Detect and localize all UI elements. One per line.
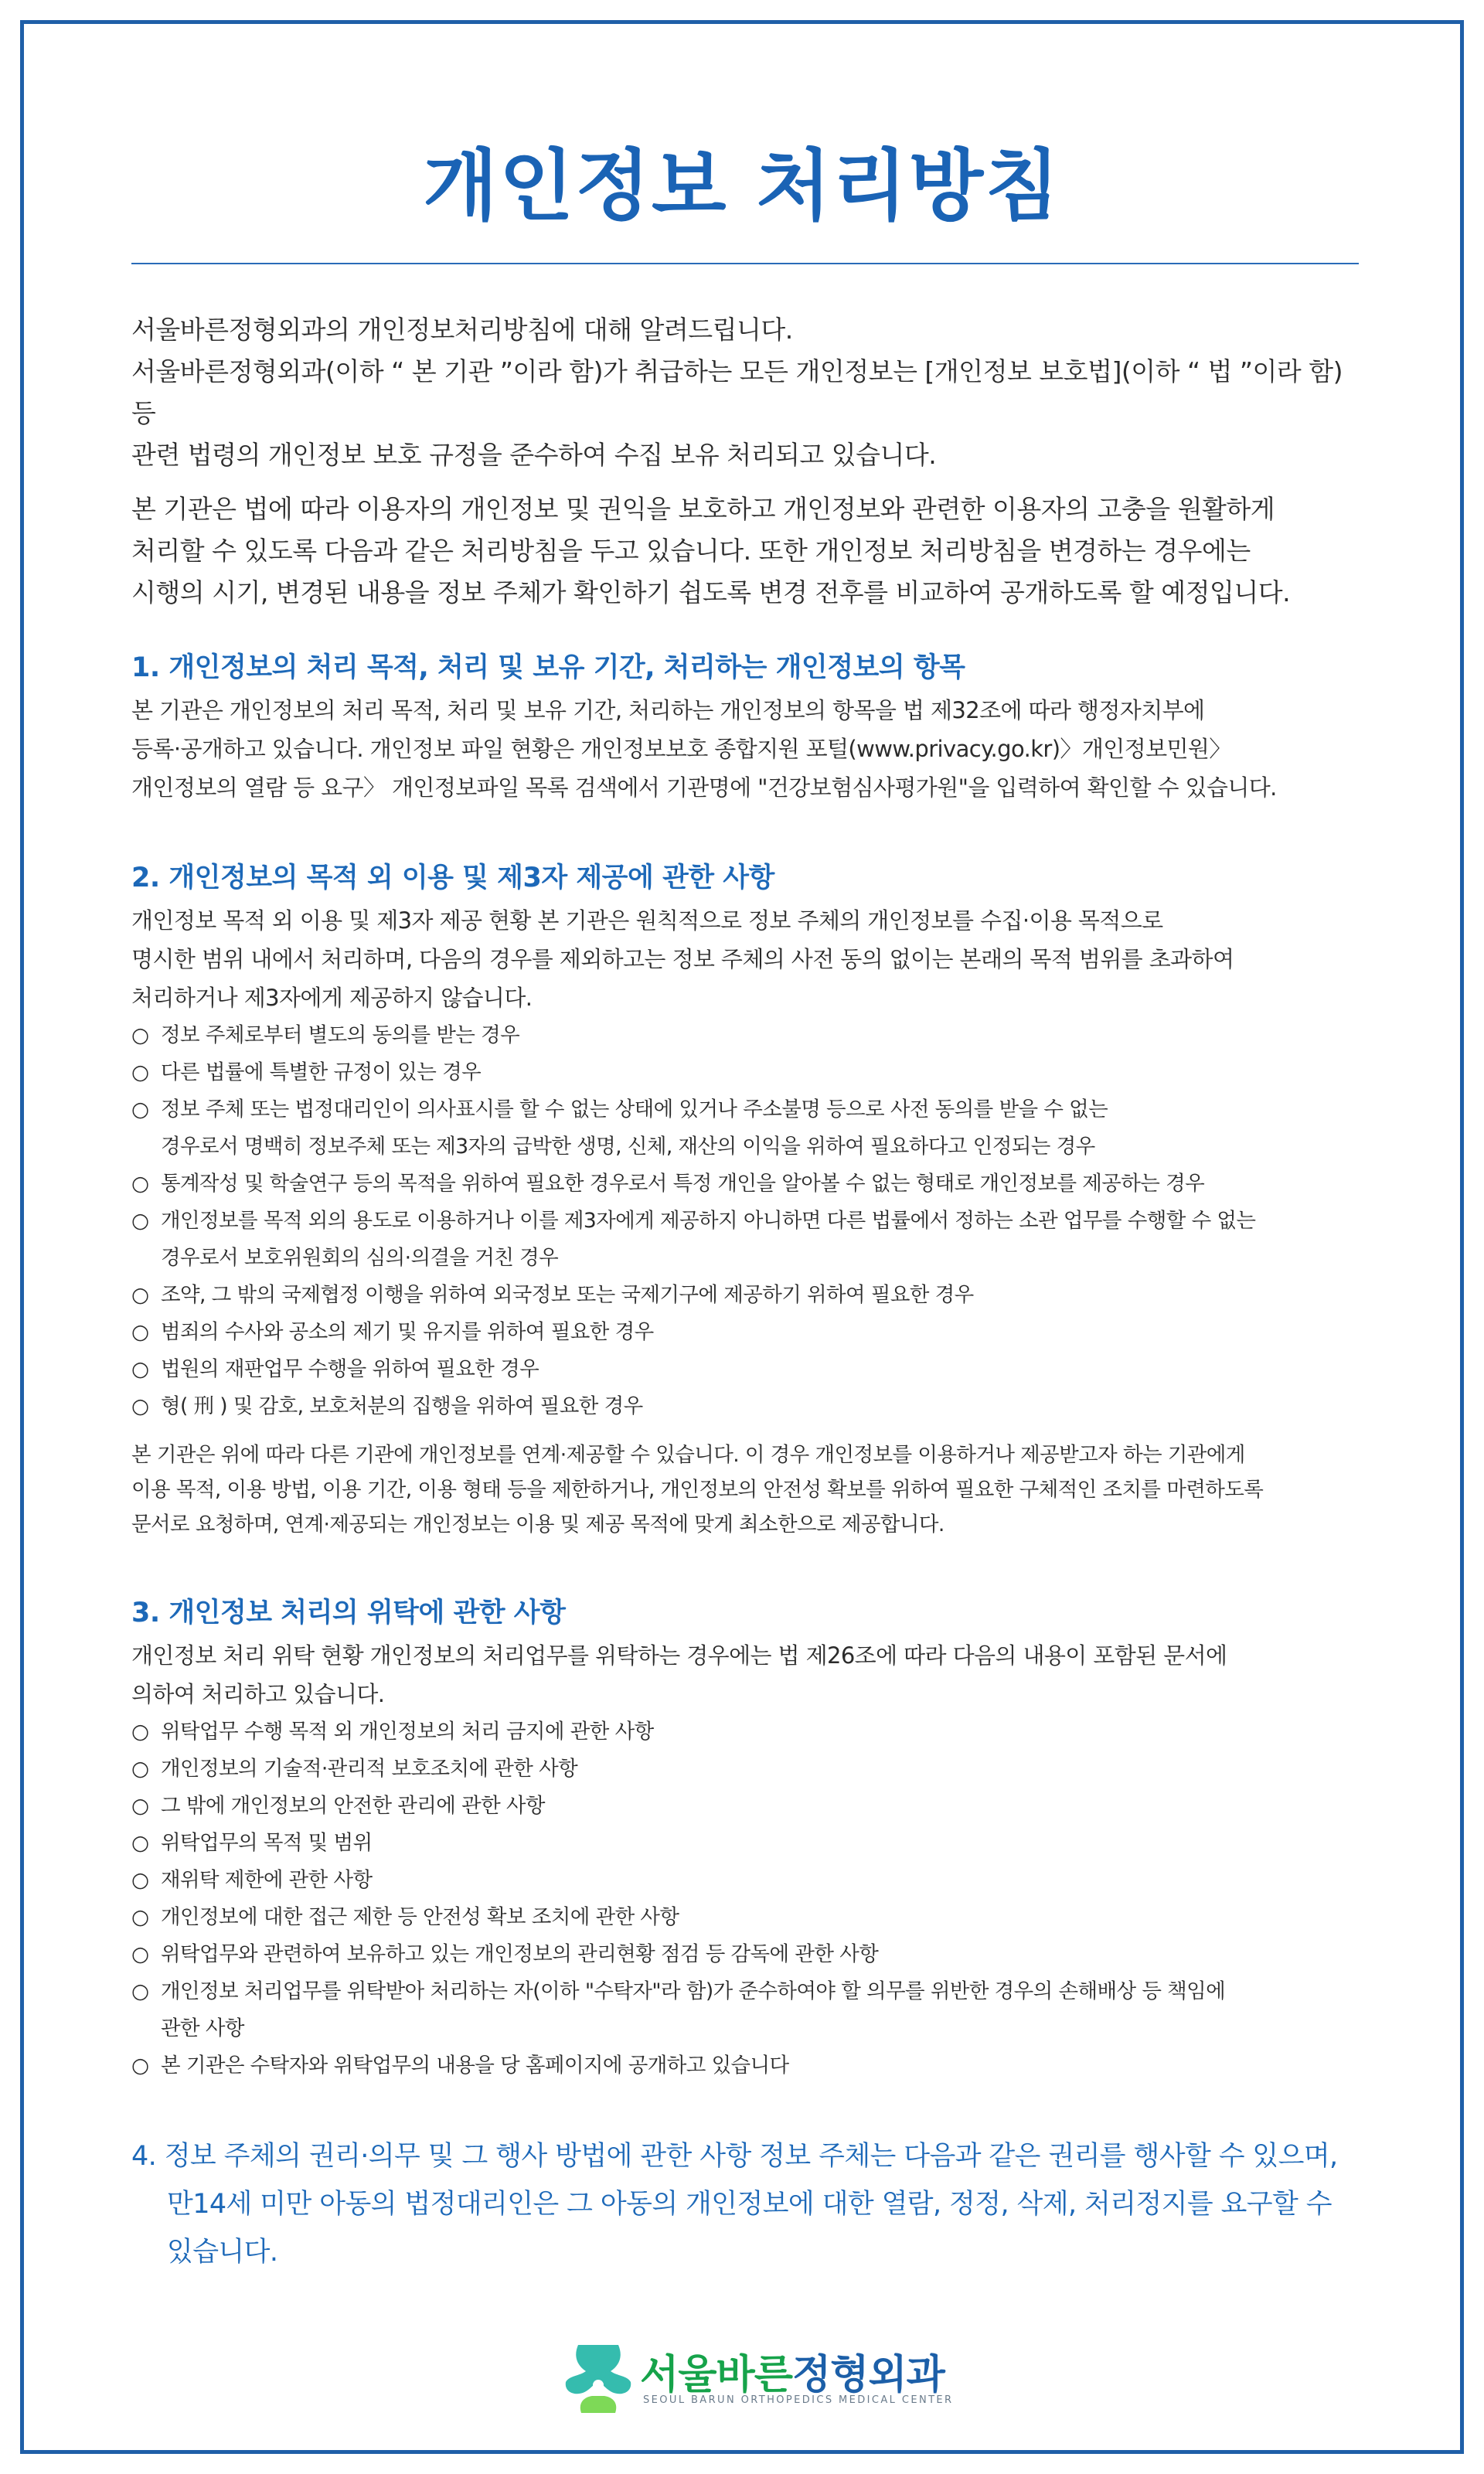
list-item bbox=[131, 1936, 1360, 1973]
list-item bbox=[131, 1351, 1360, 1388]
intro-line: 시행의 시기, 변경된 내용을 정보 주체가 확인하기 쉽도록 변경 전후를 비교하여 공개하도록 할 예정입니다. bbox=[131, 577, 1291, 607]
section-2-closing-line: 문서로 요청하며, 연계·제공되는 개인정보는 이용 및 제공 목적에 맞게 최소한으로 제공합니다. bbox=[131, 1513, 945, 1536]
section-3 bbox=[131, 1590, 1360, 2084]
list-item-text: 위탁업무와 관련하여 보유하고 있는 개인정보의 관리현황 점검 등 감독에 관한 사항 bbox=[161, 1942, 879, 1966]
section-4-text bbox=[131, 2132, 1360, 2276]
intro-line: 서울바른정형외과(이하 “ 본 기관 ”이라 함)가 취급하는 모든 개인정보는 [개인정보 보호법](이하 “ 법 ”이라 함) 등 bbox=[131, 356, 1343, 428]
list-item bbox=[131, 1203, 1360, 1277]
logo-tagline: SEOUL BARUN ORTHOPEDICS MEDICAL CENTER bbox=[643, 2394, 954, 2406]
list-item-text: 본 기관은 수탁자와 위탁업무의 내용을 당 홈페이지에 공개하고 있습니다 bbox=[161, 2054, 789, 2078]
list-item-text: 위탁업무 수행 목적 외 개인정보의 처리 금지에 관한 사항 bbox=[161, 1720, 654, 1744]
section-2-closing-line: 이용 목적, 이용 방법, 이용 기간, 이용 형태 등을 제한하거나, 개인정보의 안전성 확보를 위하여 필요한 구체적인 조치를 마련하도록 bbox=[131, 1478, 1264, 1502]
intro-line: 처리할 수 있도록 다음과 같은 처리방침을 두고 있습니다. 또한 개인정보 처리방침을 변경하는 경우에는 bbox=[131, 536, 1251, 566]
policy-content bbox=[131, 309, 1360, 2276]
intro-line: 서울바른정형외과의 개인정보처리방침에 대해 알려드립니다. bbox=[131, 315, 793, 345]
bullet-circle-icon: ○ bbox=[131, 1979, 149, 2003]
list-item-text: 재위탁 제한에 관한 사항 bbox=[161, 1868, 373, 1892]
bullet-circle-icon: ○ bbox=[131, 1720, 149, 1744]
list-item-text: 위탁업무의 목적 및 범위 bbox=[161, 1831, 373, 1855]
bullet-circle-icon: ○ bbox=[131, 1394, 149, 1418]
list-item bbox=[131, 1017, 1360, 1054]
bullet-circle-icon: ○ bbox=[131, 1283, 149, 1307]
list-item bbox=[131, 1899, 1360, 1936]
list-item-text: 개인정보의 기술적·관리적 보호조치에 관한 사항 bbox=[161, 1757, 578, 1781]
bullet-circle-icon: ○ bbox=[131, 1868, 149, 1892]
list-item bbox=[131, 1166, 1360, 1203]
list-item-text: 법원의 재판업무 수행을 위하여 필요한 경우 bbox=[161, 1357, 539, 1381]
list-item bbox=[131, 1751, 1360, 1788]
section-2-heading: 2. 개인정보의 목적 외 이용 및 제3자 제공에 관한 사항 bbox=[131, 863, 774, 893]
bullet-circle-icon: ○ bbox=[131, 1097, 149, 1121]
logo-name bbox=[640, 2342, 945, 2400]
list-item-text: 조약, 그 밖의 국제협정 이행을 위하여 외국정보 또는 국제기구에 제공하기 위하여 필요한 경우 bbox=[161, 1283, 974, 1307]
list-item bbox=[131, 1973, 1360, 2047]
list-item bbox=[131, 1388, 1360, 1425]
intro-paragraph-1 bbox=[131, 309, 1360, 476]
list-item bbox=[131, 1091, 1360, 1166]
list-item-text: 형( 刑 ) 및 감호, 보호처분의 집행을 위하여 필요한 경우 bbox=[161, 1394, 643, 1418]
section-3-line: 개인정보 처리 위탁 현황 개인정보의 처리업무를 위탁하는 경우에는 법 제26조에 따라 다음의 내용이 포함된 문서에 bbox=[131, 1642, 1227, 1669]
list-item bbox=[131, 1054, 1360, 1091]
bullet-circle-icon: ○ bbox=[131, 2054, 149, 2078]
list-item bbox=[131, 1713, 1360, 1751]
clinic-logo bbox=[563, 2342, 965, 2416]
section-4 bbox=[131, 2132, 1360, 2276]
list-item-text: 경우로서 명백히 정보주체 또는 제3자의 급박한 생명, 신체, 재산의 이익을 위하여 필요하다고 인정되는 경우 bbox=[161, 1135, 1095, 1159]
list-item bbox=[131, 1277, 1360, 1314]
title-divider bbox=[131, 263, 1359, 264]
list-item-text: 경우로서 보호위원회의 심의·의결을 거친 경우 bbox=[161, 1246, 559, 1270]
bullet-circle-icon: ○ bbox=[131, 1942, 149, 1966]
bullet-circle-icon: ○ bbox=[131, 1794, 149, 1818]
section-4-line: 만14세 미만 아동의 법정대리인은 그 아동의 개인정보에 대한 열람, 정정, 삭제, 처리정지를 요구할 수 bbox=[167, 2189, 1332, 2220]
list-item-text: 개인정보를 목적 외의 용도로 이용하거나 이를 제3자에게 제공하지 아니하면 다른 법률에서 정하는 소관 업무를 수행할 수 없는 bbox=[161, 1209, 1256, 1233]
list-item-text: 통계작성 및 학술연구 등의 목적을 위하여 필요한 경우로서 특정 개인을 알아볼 수 없는 형태로 개인정보를 제공하는 경우 bbox=[161, 1172, 1205, 1196]
section-4-line: 4. 정보 주체의 권리·의무 및 그 행사 방법에 관한 사항 정보 주체는 다음과 같은 권리를 행사할 수 있으며, bbox=[131, 2141, 1338, 2172]
list-item bbox=[131, 1825, 1360, 1862]
knee-joint-icon bbox=[563, 2342, 634, 2416]
section-3-heading: 3. 개인정보 처리의 위탁에 관한 사항 bbox=[131, 1598, 566, 1628]
bullet-circle-icon: ○ bbox=[131, 1320, 149, 1344]
section-1-line: 등록·공개하고 있습니다. 개인정보 파일 현황은 개인정보보호 종합지원 포털(www.privacy.go.kr)〉개인정보민원〉 bbox=[131, 736, 1231, 762]
bullet-circle-icon: ○ bbox=[131, 1905, 149, 1929]
list-item-text: 개인정보에 대한 접근 제한 등 안전성 확보 조치에 관한 사항 bbox=[161, 1905, 679, 1929]
list-item-text: 범죄의 수사와 공소의 제기 및 유지를 위하여 필요한 경우 bbox=[161, 1320, 654, 1344]
list-item bbox=[131, 2047, 1360, 2084]
section-2-closing-line: 본 기관은 위에 따라 다른 기관에 개인정보를 연계·제공할 수 있습니다. 이 경우 개인정보를 이용하거나 제공받고자 하는 기관에게 bbox=[131, 1443, 1245, 1467]
section-2-line: 명시한 범위 내에서 처리하며, 다음의 경우를 제외하고는 정보 주체의 사전 동의 없이는 본래의 목적 범위를 초과하여 bbox=[131, 946, 1234, 972]
list-item bbox=[131, 1862, 1360, 1899]
bullet-circle-icon: ○ bbox=[131, 1060, 149, 1084]
section-1 bbox=[131, 645, 1360, 807]
list-item bbox=[131, 1314, 1360, 1351]
intro-line: 본 기관은 법에 따라 이용자의 개인정보 및 권익을 보호하고 개인정보와 관련한 이용자의 고충을 원활하게 bbox=[131, 494, 1275, 524]
list-item-text: 그 밖에 개인정보의 안전한 관리에 관한 사항 bbox=[161, 1794, 545, 1818]
bullet-circle-icon: ○ bbox=[131, 1172, 149, 1196]
logo-name-part2: 정형외과 bbox=[791, 2352, 945, 2398]
list-item-text: 관한 사항 bbox=[161, 2016, 244, 2040]
section-3-list bbox=[131, 1713, 1360, 2084]
list-item-text: 정보 주체로부터 별도의 동의를 받는 경우 bbox=[161, 1023, 520, 1047]
section-1-line: 본 기관은 개인정보의 처리 목적, 처리 및 보유 기간, 처리하는 개인정보의 항목을 법 제32조에 따라 행정자치부에 bbox=[131, 697, 1205, 723]
list-item-text: 다른 법률에 특별한 규정이 있는 경우 bbox=[161, 1060, 482, 1084]
logo-name-part1: 서울바른 bbox=[640, 2352, 792, 2398]
list-item bbox=[131, 1788, 1360, 1825]
bullet-circle-icon: ○ bbox=[131, 1023, 149, 1047]
bullet-circle-icon: ○ bbox=[131, 1831, 149, 1855]
section-1-heading: 1. 개인정보의 처리 목적, 처리 및 보유 기간, 처리하는 개인정보의 항목 bbox=[131, 652, 965, 683]
section-2-list bbox=[131, 1017, 1360, 1425]
section-2-line: 처리하거나 제3자에게 제공하지 않습니다. bbox=[131, 985, 533, 1011]
section-2-line: 개인정보 목적 외 이용 및 제3자 제공 현황 본 기관은 원칙적으로 정보 주체의 개인정보를 수집·이용 목적으로 bbox=[131, 907, 1163, 934]
bullet-circle-icon: ○ bbox=[131, 1757, 149, 1781]
bullet-circle-icon: ○ bbox=[131, 1209, 149, 1233]
page-title: 개인정보 처리방침 bbox=[423, 141, 1061, 231]
section-3-line: 의하여 처리하고 있습니다. bbox=[131, 1681, 385, 1707]
section-4-line: 있습니다. bbox=[167, 2237, 278, 2268]
section-1-line: 개인정보의 열람 등 요구〉 개인정보파일 목록 검색에서 기관명에 "건강보험심사평가원"을 입력하여 확인할 수 있습니다. bbox=[131, 774, 1277, 801]
intro-line: 관련 법령의 개인정보 보호 규정을 준수하여 수집 보유 처리되고 있습니다. bbox=[131, 440, 937, 470]
list-item-text: 정보 주체 또는 법정대리인이 의사표시를 할 수 없는 상태에 있거나 주소불명 등으로 사전 동의를 받을 수 없는 bbox=[161, 1097, 1108, 1121]
bullet-circle-icon: ○ bbox=[131, 1357, 149, 1381]
section-2 bbox=[131, 855, 1360, 1542]
intro-paragraph-2 bbox=[131, 488, 1360, 614]
list-item-text: 개인정보 처리업무를 위탁받아 처리하는 자(이하 "수탁자"라 함)가 준수하여야 할 의무를 위반한 경우의 손해배상 등 책임에 bbox=[161, 1979, 1226, 2003]
